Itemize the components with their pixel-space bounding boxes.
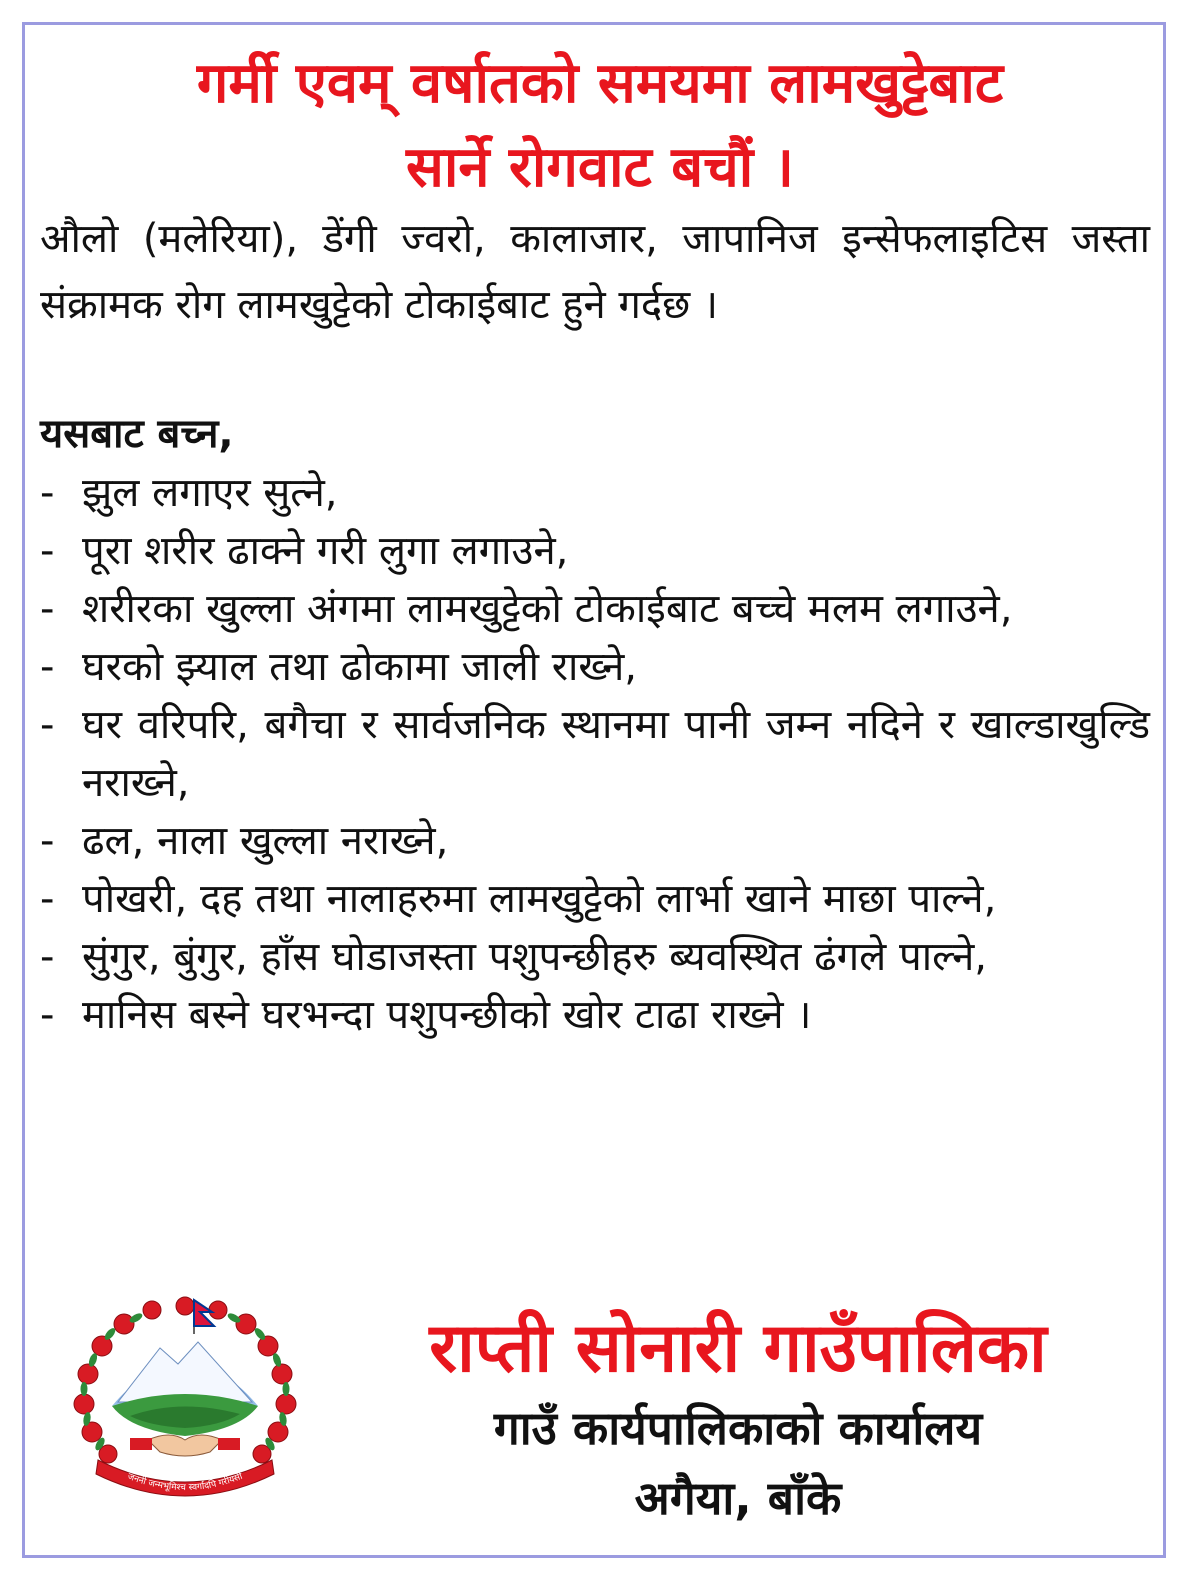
list-marker: - bbox=[40, 644, 55, 690]
list-marker: - bbox=[40, 586, 55, 632]
list-marker: - bbox=[40, 528, 55, 574]
list-item-text: पोखरी, दह तथा नालाहरुमा लामखुट्टेको लार्भा खाने माछा पाल्ने, bbox=[82, 876, 997, 922]
list-item-text: घरको झ्याल तथा ढोकामा जाली राख्ने, bbox=[82, 644, 638, 690]
list-item-text: घर वरिपरि, बगैचा र सार्वजनिक स्थानमा पानी जम्न नदिने र खाल्डाखुल्डि नराख्ने, bbox=[82, 702, 1150, 806]
list-item bbox=[40, 928, 1150, 986]
office-address: अगैया, बाँके bbox=[634, 1471, 842, 1525]
list-item bbox=[40, 638, 1150, 696]
prevention-list bbox=[40, 464, 1150, 1044]
list-item-text: मानिस बस्ने घरभन्दा पशुपन्छीको खोर टाढा राख्ने । bbox=[82, 992, 812, 1038]
list-marker: - bbox=[40, 876, 55, 922]
list-item bbox=[40, 464, 1150, 522]
list-item bbox=[40, 522, 1150, 580]
list-marker: - bbox=[40, 934, 55, 980]
list-marker: - bbox=[40, 818, 55, 864]
office-name: गाउँ कार्यपालिकाको कार्यालय bbox=[493, 1401, 983, 1455]
prevention-heading: यसबाट बच्न, bbox=[40, 411, 234, 457]
list-item-text: शरीरका खुल्ला अंगमा लामखुट्टेको टोकाईबाट बच्चे मलम लगाउने, bbox=[82, 586, 1013, 632]
list-item-text: पूरा शरीर ढाक्ने गरी लुगा लगाउने, bbox=[82, 528, 569, 574]
intro-paragraph: औलो (मलेरिया), डेंगी ज्वरो, कालाजार, जापानिज इन्सेफलाइटिस जस्ता संक्रामक रोग लामखुट्टेको टोकाईबाट हुने गर्दछ । bbox=[40, 216, 1150, 328]
list-marker: - bbox=[40, 470, 55, 516]
list-item-text: झुल लगाएर सुत्ने, bbox=[82, 470, 338, 516]
list-item bbox=[40, 986, 1150, 1044]
list-item bbox=[40, 812, 1150, 870]
list-marker: - bbox=[40, 702, 55, 748]
list-item bbox=[40, 696, 1150, 812]
nepal-emblem-icon bbox=[60, 1290, 310, 1500]
list-item bbox=[40, 580, 1150, 638]
title-line-2: सार्ने रोगवाट बचौं । bbox=[406, 135, 794, 200]
emblem-motto: जननी जन्मभूमिश्च स्वर्गादपि गरीयसी bbox=[125, 1471, 245, 1494]
list-item-text: सुंगुर, बुंगुर, हाँस घोडाजस्ता पशुपन्छीहरु ब्यवस्थित ढंगले पाल्ने, bbox=[82, 934, 987, 980]
list-item bbox=[40, 870, 1150, 928]
list-item-text: ढल, नाला खुल्ला नराख्ने, bbox=[82, 818, 449, 864]
list-marker: - bbox=[40, 992, 55, 1038]
title-line-1: गर्मी एवम् वर्षातको समयमा लामखुट्टेबाट bbox=[196, 51, 1004, 116]
organization-name: राप्ती सोनारी गाउँपालिका bbox=[429, 1309, 1047, 1388]
